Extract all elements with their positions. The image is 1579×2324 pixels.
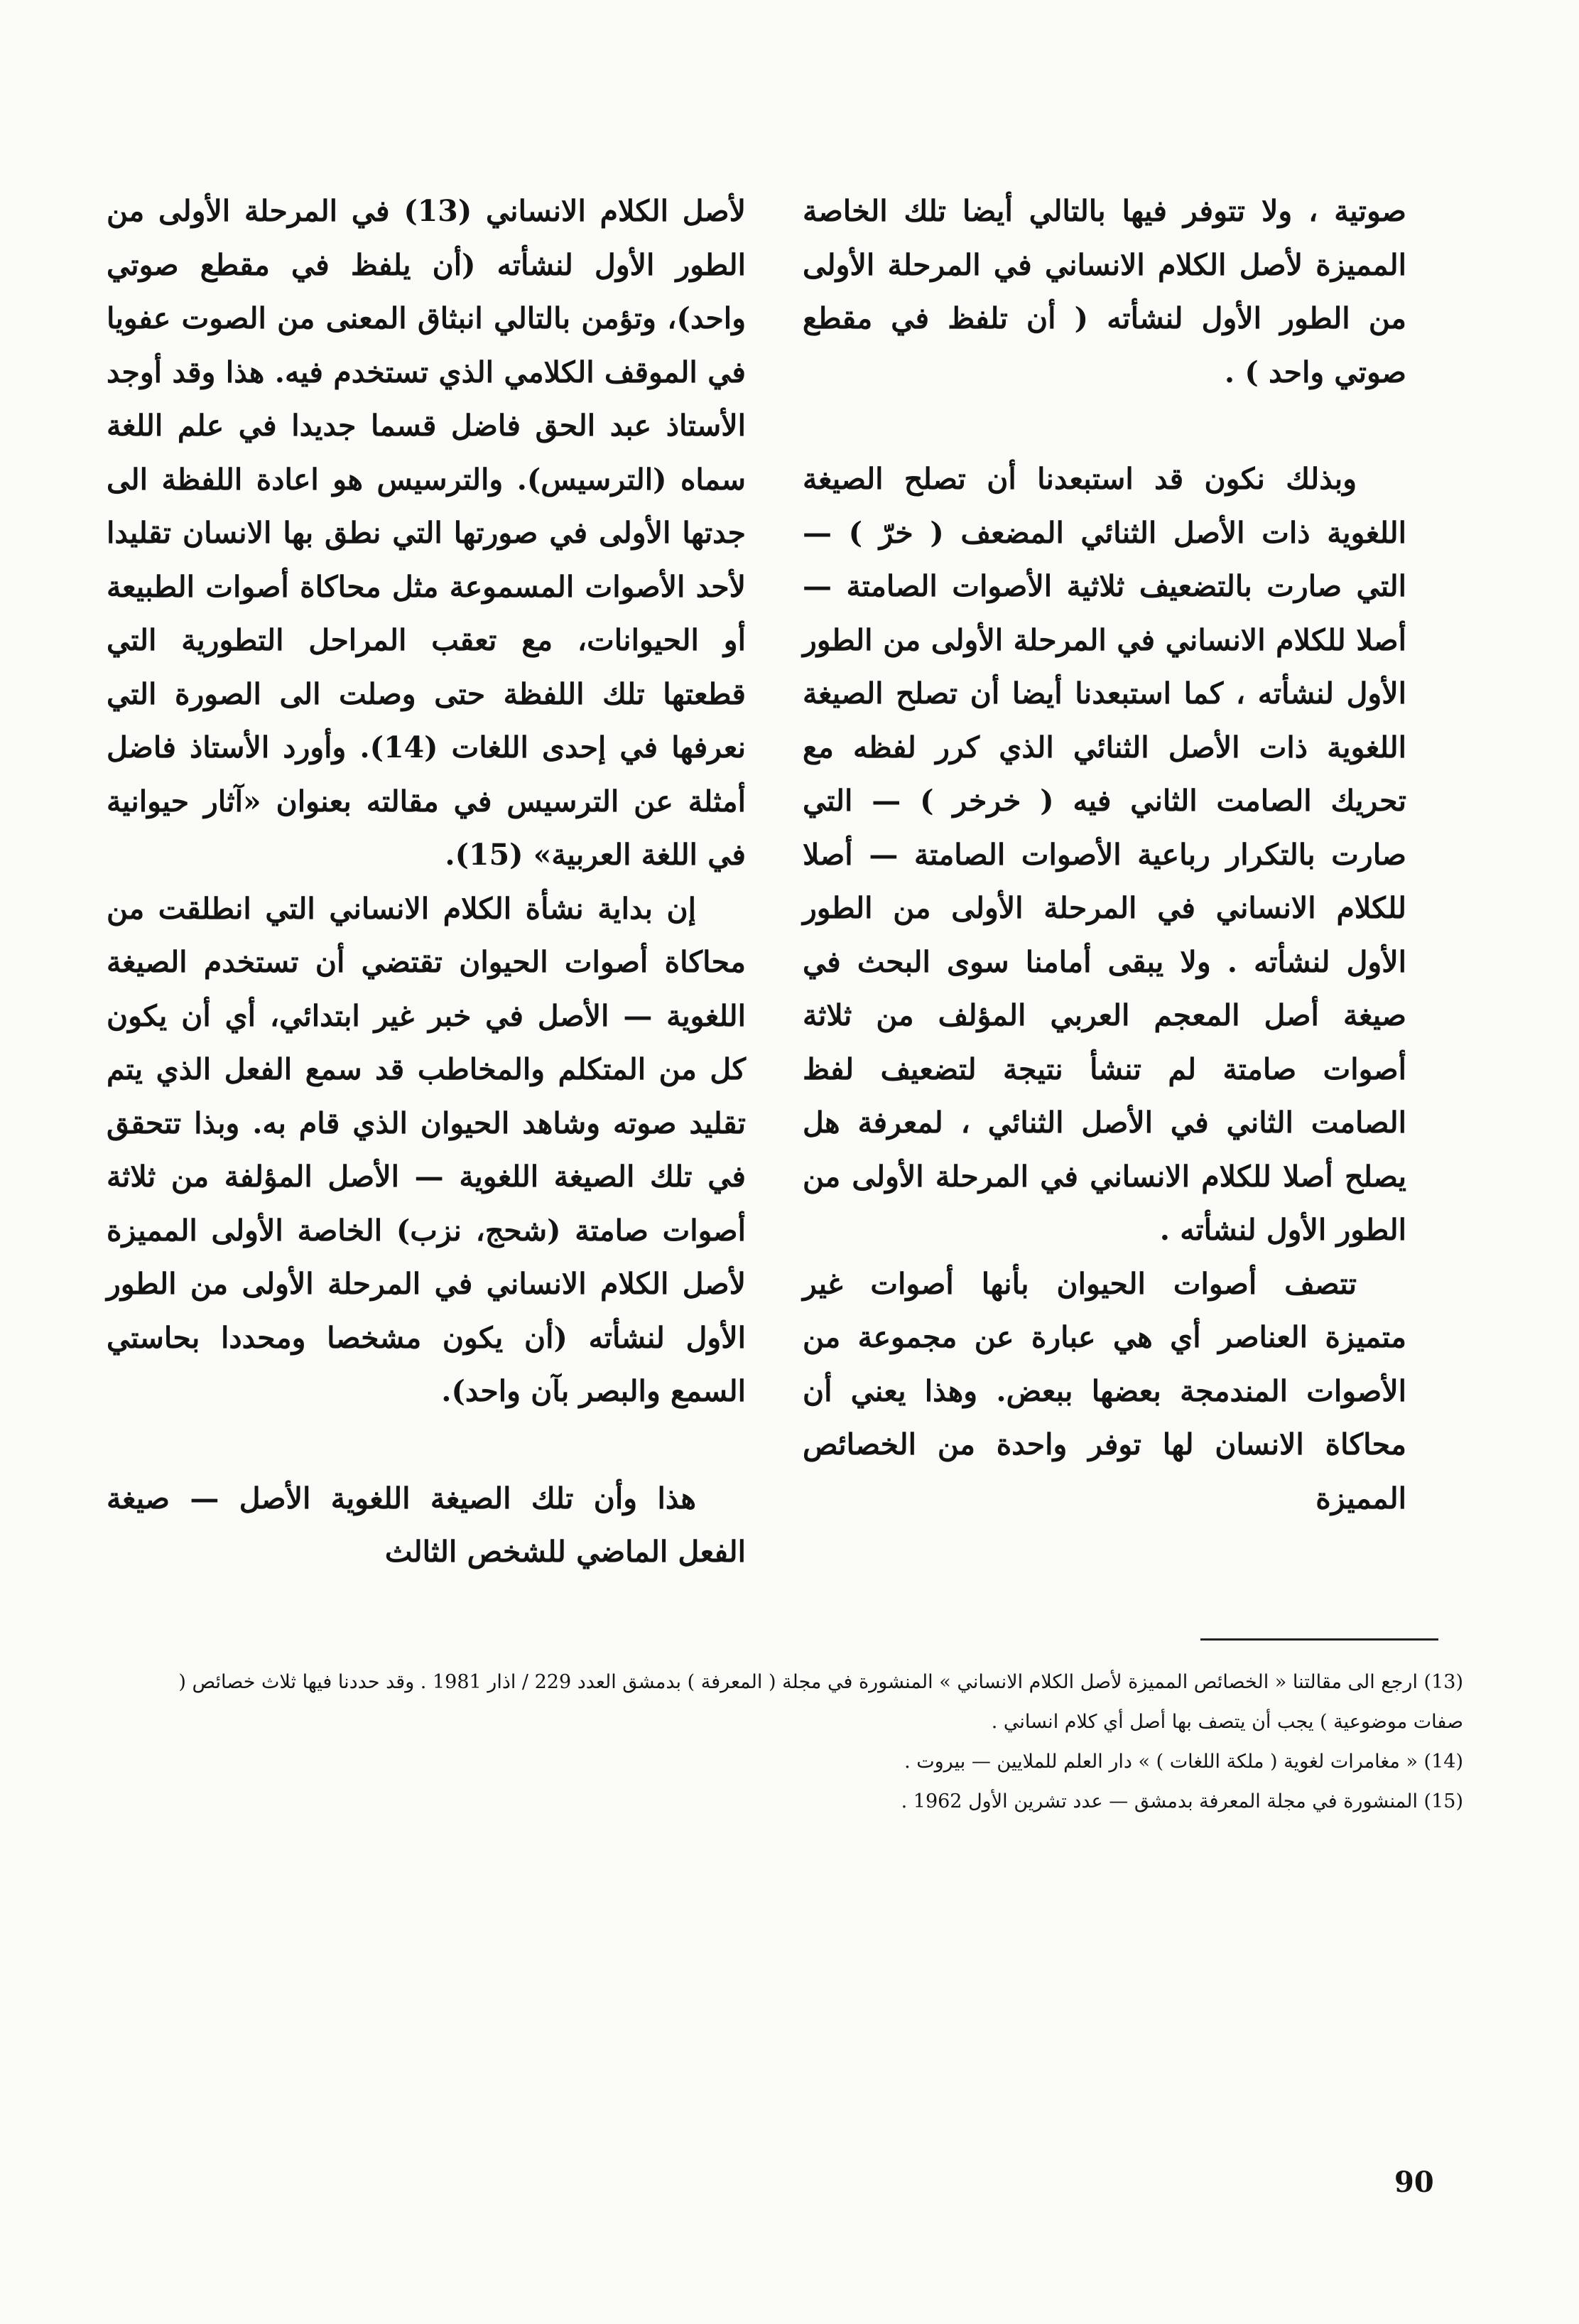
footnote-13: (13) ارجع الى مقالتنا « الخصائص المميزة لأصل الكلام الانساني » المنشورة في مجلة ( المعرفة ) بدمشق العدد 229 / اذار 1981 . وقد حددنا فيها ثلاث خصائص ( صفات موضوعية ) يجب أن يتصف بها أصل أي كلام انساني . [178,1671,1463,1733]
paragraph: تتصف أصوات الحيوان بأنها أصوات غير متميزة العناصر أي هي عبارة عن مجموعة من الأصوات المندمجة بعضها ببعض. وهذا يعني أن محاكاة الانسان لها توفر واحدة من الخصائص المميزة [803,1266,1406,1515]
paragraph: لأصل الكلام الانساني (13) في المرحلة الأولى من الطور الأول لنشأته (أن يلفظ في مقطع صوتي واحد)، وتؤمن بالتالي انبثاق المعنى من الصوت عفويا في الموقف الكلامي الذي تستخدم فيه. هذا وقد أوجد الأستاذ عبد الحق فاضل قسما جديدا في علم اللغة سماه (الترسيس). والترسيس هو اعادة اللفظة الى جدتها الأولى في صورتها التي نطق بها الانسان تقليدا لأحد الأصوات المسموعة مثل محاكاة أصوات الطبيعة أو الحيوانات، مع تعقب المراحل التطورية التي قطعتها تلك اللفظة حتى وصلت الى الصورة التي نعرفها في إحدى اللغات (14). وأورد الأستاذ فاضل أمثلة عن الترسيس في مقالته بعنوان «آثار حيوانية في اللغة العربية» (15). [107,194,746,872]
paragraph: صوتية ، ولا تتوفر فيها بالتالي أيضا تلك الخاصة المميزة لأصل الكلام الانساني في المرحلة الأولى من الطور الأول لنشأته ( أن تلفظ في مقطع صوتي واحد ) . [803,194,1406,389]
left-text-column [107,185,746,1579]
paragraph: وبذلك نكون قد استبعدنا أن تصلح الصيغة اللغوية ذات الأصل الثنائي المضعف ( خرّ ) — التي صارت بالتضعيف ثلاثية الأصوات الصامتة — أصلا للكلام الانساني في المرحلة الأولى من الطور الأول لنشأته ، كما استبعدنا أيضا أن تصلح الصيغة اللغوية ذات الأصل الثنائي الذي كرر لفظه مع تحريك الصامت الثاني فيه ( خرخر ) — التي صارت بالتكرار رباعية الأصوات الصامتة — أصلا للكلام الانساني في المرحلة الأولى من الطور الأول لنشأته . ولا يبقى أمامنا سوى البحث في صيغة أصل المعجم العربي المؤلف من ثلاثة أصوات صامتة لم تنشأ نتيجة لتضعيف لفظ الصامت الثاني في الأصل الثنائي ، لمعرفة هل يصلح أصلا للكلام الانساني في المرحلة الأولى من الطور الأول لنشأته . [803,462,1406,1247]
footnotes [128,1663,1463,1822]
footnote-14: (14) « مغامرات لغوية ( ملكة اللغات ) » دار العلم للملايين — بيروت . [904,1751,1463,1773]
footnote-15: (15) المنشورة في مجلة المعرفة بدمشق — عدد تشرين الأول 1962 . [901,1790,1463,1812]
paragraph-gap [107,1419,746,1472]
paragraph: إن بداية نشأة الكلام الانساني التي انطلقت من محاكاة أصوات الحيوان تقتضي أن تستخدم الصيغة اللغوية — الأصل في خبر غير ابتدائي، أي أن يكون كل من المتكلم والمخاطب قد سمع الفعل الذي يتم تقليد صوته وشاهد الحيوان الذي قام به. وبذا تتحقق في تلك الصيغة اللغوية — الأصل المؤلفة من ثلاثة أصوات صامتة (شحج، نزب) الخاصة الأولى المميزة لأصل الكلام الانساني في المرحلة الأولى من الطور الأول لنشأته (أن يكون مشخصا ومحددا بحاستي السمع والبصر بآن واحد). [107,891,746,1408]
footnote-separator [1200,1638,1438,1641]
page-number: 90 [1394,2166,1434,2199]
paragraph: هذا وأن تلك الصيغة اللغوية الأصل — صيغة الفعل الماضي للشخص الثالث [107,1481,746,1569]
paragraph-gap [803,399,1406,453]
right-text-column [803,185,1406,1525]
